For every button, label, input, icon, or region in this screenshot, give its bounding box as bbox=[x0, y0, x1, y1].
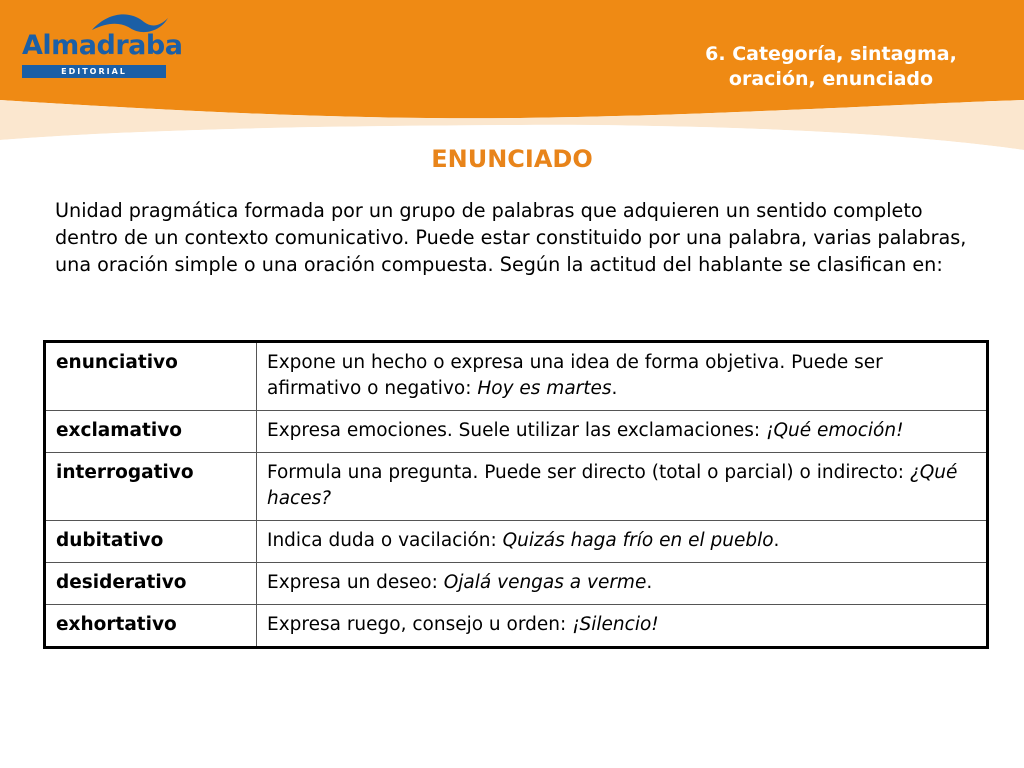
type-term: enunciativo bbox=[45, 342, 257, 411]
page-heading: ENUNCIADO bbox=[431, 145, 593, 173]
description-text: Formula una pregunta. Puede ser directo (total o parcial) o indirecto: bbox=[267, 462, 910, 483]
example-text: ¡Qué emoción! bbox=[766, 420, 904, 441]
type-description bbox=[257, 342, 988, 411]
example-text: ¡Silencio! bbox=[572, 614, 659, 635]
type-description bbox=[257, 521, 988, 563]
example-text: ¿Qué haces? bbox=[267, 462, 958, 509]
description-text: Expresa emociones. Suele utilizar las exclamaciones: bbox=[267, 420, 767, 441]
table-row bbox=[45, 453, 988, 521]
type-term: exclamativo bbox=[45, 411, 257, 453]
example-text: Quizás haga frío en el pueblo bbox=[502, 530, 774, 551]
table-row bbox=[45, 605, 988, 648]
example-text: Hoy es martes bbox=[477, 378, 612, 399]
type-description bbox=[257, 453, 988, 521]
intro-paragraph: Unidad pragmática formada por un grupo de palabras que adquieren un sentido completo dentro de un contexto comunicativo. Puede estar constituido por una palabra, varias palabras, una oración simple o una oración compuesta. Según la actitud del hablante se clasifican en: bbox=[55, 199, 967, 276]
brand-name: Almadraba bbox=[22, 30, 183, 61]
table-row bbox=[45, 411, 988, 453]
table-row bbox=[45, 342, 988, 411]
type-term: interrogativo bbox=[45, 453, 257, 521]
example-text: Ojalá vengas a verme bbox=[443, 572, 647, 593]
enunciado-types-table bbox=[43, 340, 989, 649]
table-row bbox=[45, 563, 988, 605]
description-tail: . bbox=[611, 378, 618, 399]
type-description bbox=[257, 605, 988, 648]
type-term: exhortativo bbox=[45, 605, 257, 648]
type-description bbox=[257, 411, 988, 453]
section-title-line2: oración, enunciado bbox=[728, 68, 934, 90]
type-description bbox=[257, 563, 988, 605]
section-title bbox=[666, 42, 996, 92]
table-row bbox=[45, 521, 988, 563]
description-text: Expone un hecho o expresa una idea de forma objetiva. Puede ser afirmativo o negativo: bbox=[267, 352, 883, 399]
type-term: desiderativo bbox=[45, 563, 257, 605]
type-term: dubitativo bbox=[45, 521, 257, 563]
brand-subtitle: EDITORIAL bbox=[22, 65, 166, 78]
description-tail: . bbox=[773, 530, 780, 551]
section-title-line1: 6. Categoría, sintagma, bbox=[705, 43, 957, 65]
description-text: Indica duda o vacilación: bbox=[267, 530, 503, 551]
description-tail: . bbox=[646, 572, 653, 593]
description-text: Expresa un deseo: bbox=[267, 572, 444, 593]
description-text: Expresa ruego, consejo u orden: bbox=[267, 614, 573, 635]
